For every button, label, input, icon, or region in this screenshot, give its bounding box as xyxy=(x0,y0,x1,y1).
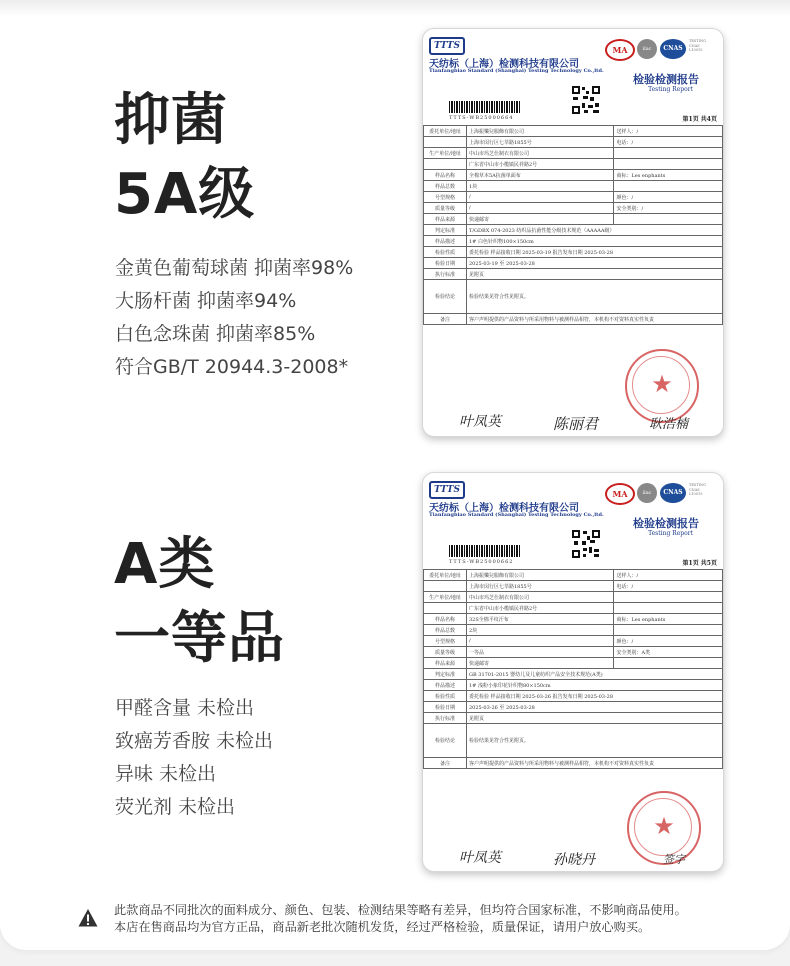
row-value: 检验结果见符合性见附页。 xyxy=(467,280,723,314)
org-name: 天纺标（上海）检测科技有限公司 xyxy=(429,503,579,514)
feature-item: 致癌芳香胺 未检出 xyxy=(115,730,274,752)
row-label: 生产单位/地址 xyxy=(424,148,467,159)
row-value: 2025-03-26 至 2025-03-28 xyxy=(467,702,723,713)
row-value: 快递邮寄 xyxy=(467,214,614,225)
row-label: 判定标准 xyxy=(424,669,467,680)
row-extra: 电话：/ xyxy=(614,137,723,148)
table-row xyxy=(424,159,723,170)
row-value: 上海振樂兒服飾有限公司 xyxy=(467,570,614,581)
table-row xyxy=(424,625,723,636)
page-indicator: 第1页 共4页 xyxy=(682,116,717,123)
headline-line: 5A级 xyxy=(114,162,256,227)
barcode-icon xyxy=(449,545,521,557)
row-value: GB 31701-2015 婴幼儿及儿童纺织产品安全技术规范(A类) xyxy=(467,669,723,680)
table-row xyxy=(424,669,723,680)
row-label: 检验性质 xyxy=(424,691,467,702)
row-value: 快递邮寄 xyxy=(467,658,614,669)
feature-item: 异味 未检出 xyxy=(115,763,217,785)
official-seal-icon: ★ xyxy=(625,349,699,423)
signature: 叶凤英 xyxy=(459,414,501,430)
table-row xyxy=(424,603,723,614)
cnas-mark-caption: TESTING CNAS L10015 xyxy=(689,483,706,496)
row-extra: 颜色：/ xyxy=(614,192,723,203)
row-value: 2025-03-19 至 2025-03-28 xyxy=(467,258,723,269)
table-row xyxy=(424,192,723,203)
row-label: 生产单位/地址 xyxy=(424,592,467,603)
table-row xyxy=(424,214,723,225)
row-value: 中山市玛芝仕制衣有限公司 xyxy=(467,148,614,159)
barcode-icon xyxy=(449,101,521,113)
row-extra: 安全类别：/ xyxy=(614,203,723,214)
row-value: 一等品 xyxy=(467,647,614,658)
table-row xyxy=(424,137,723,148)
barcode-number: TTTS-WB25000662 xyxy=(449,559,514,565)
org-name-en: Tianfangbiao Standard (Shanghai) Testing Technology Co.,ltd. xyxy=(429,68,604,74)
row-value: T/GDBX 074-2023 纺织品抗菌性能分级技术规范（AAAAA级） xyxy=(467,225,723,236)
row-extra xyxy=(614,625,723,636)
row-label: 号型规格 xyxy=(424,636,467,647)
signature: 耿浩楠 xyxy=(649,417,689,432)
warning-icon xyxy=(78,908,98,928)
row-label: 检验性质 xyxy=(424,247,467,258)
report-title: 检验检测报告 xyxy=(633,517,699,530)
signature: 签字 xyxy=(663,853,685,866)
row-label xyxy=(424,159,467,170)
row-label xyxy=(424,137,467,148)
table-row xyxy=(424,258,723,269)
certification-marks xyxy=(605,483,715,505)
org-name: 天纺标（上海）检测科技有限公司 xyxy=(429,59,579,70)
row-value: 委托检验 样品接收日期 2025-03-19 报告发布日期 2025-03-28 xyxy=(467,247,723,258)
row-label: 质量等级 xyxy=(424,203,467,214)
table-row xyxy=(424,181,723,192)
report-table xyxy=(423,569,723,789)
row-label: 样品来源 xyxy=(424,658,467,669)
report-header xyxy=(423,29,723,139)
row-extra xyxy=(614,181,723,192)
row-label: 执行标准 xyxy=(424,713,467,724)
row-label: 检验结论 xyxy=(424,280,467,314)
row-value: 2块 xyxy=(467,625,614,636)
qr-code-icon xyxy=(571,85,601,115)
table-row xyxy=(424,758,723,769)
table-row xyxy=(424,713,723,724)
test-report-image xyxy=(422,472,724,872)
row-extra: 送样人：/ xyxy=(614,126,723,137)
feature-list xyxy=(115,692,273,824)
table-row xyxy=(424,170,723,181)
row-value: / xyxy=(467,203,614,214)
feature-item: 荧光剂 未检出 xyxy=(115,796,236,818)
ttts-logo: TTTS xyxy=(429,37,465,55)
notice-bar xyxy=(78,902,768,938)
row-label: 样品总数 xyxy=(424,625,467,636)
row-value: 全棉草本5A抗菌单面布 xyxy=(467,170,614,181)
row-label: 委托单位/地址 xyxy=(424,126,467,137)
row-extra xyxy=(614,658,723,669)
table-row xyxy=(424,247,723,258)
row-label: 检验日期 xyxy=(424,258,467,269)
row-value: 广东省中山市小榄镇民祥路2号 xyxy=(467,603,614,614)
feature-item: 金黄色葡萄球菌 抑菌率98% xyxy=(115,257,354,279)
table-row xyxy=(424,614,723,625)
row-value: 客户声明提供的产品资料与所采用物料与被测样品相符，本机构不对资料真实性负责 xyxy=(467,758,723,769)
ttts-logo: TTTS xyxy=(429,481,465,499)
row-label: 样品描述 xyxy=(424,236,467,247)
row-value: 检验结果见符合性见附页。 xyxy=(467,724,723,758)
row-label: 样品总数 xyxy=(424,181,467,192)
signature: 陈丽君 xyxy=(553,415,599,433)
row-extra: 商标：Les enphants xyxy=(614,170,723,181)
row-value: / xyxy=(467,192,614,203)
notice-line: 此款商品不同批次的面料成分、颜色、包装、检测结果等略有差异，但均符合国家标准，不影响商品使用。 xyxy=(114,903,687,917)
row-extra xyxy=(614,592,723,603)
row-label: 样品名称 xyxy=(424,170,467,181)
row-extra: 安全类别：A类 xyxy=(614,647,723,658)
table-row xyxy=(424,269,723,280)
row-value: 中山市玛芝仕制衣有限公司 xyxy=(467,592,614,603)
report-title: 检验检测报告 xyxy=(633,73,699,86)
barcode-number: TTTS-WB25000664 xyxy=(449,115,514,121)
ilac-mark-icon: ilac xyxy=(637,483,657,503)
row-label: 号型规格 xyxy=(424,192,467,203)
grade-a-section xyxy=(0,450,790,880)
row-label: 检验结论 xyxy=(424,724,467,758)
row-value: 32S全棉平纹汗布 xyxy=(467,614,614,625)
row-label: 备注 xyxy=(424,758,467,769)
row-value: 广东省中山市小榄镇民祥路2号 xyxy=(467,159,614,170)
antibacterial-section xyxy=(0,0,790,450)
row-value: 委托检验 样品接收日期 2025-03-26 报告发布日期 2025-03-28 xyxy=(467,691,723,702)
row-label xyxy=(424,603,467,614)
cnas-mark-icon: CNAS xyxy=(660,39,686,59)
row-value: / xyxy=(467,636,614,647)
table-row xyxy=(424,647,723,658)
report-title-en: Testing Report xyxy=(648,530,693,537)
row-value: 上海市闵行区七莘路1855号 xyxy=(467,581,614,592)
table-row xyxy=(424,203,723,214)
feature-item: 符合GB/T 20944.3-2008* xyxy=(115,356,349,378)
feature-item: 白色念珠菌 抑菌率85% xyxy=(115,323,316,345)
report-title-en: Testing Report xyxy=(648,86,693,93)
section-headline xyxy=(114,528,285,676)
row-value: 上海市闵行区七莘路1855号 xyxy=(467,137,614,148)
test-report-image xyxy=(422,28,724,437)
row-value: 客户声明提供的产品资料与所采用物料与被测样品相符，本机构不对资料真实性负责 xyxy=(467,314,723,325)
table-row xyxy=(424,658,723,669)
official-seal-icon: ★ xyxy=(627,791,701,865)
signature: 叶凤英 xyxy=(459,850,501,866)
signature: 孙晓丹 xyxy=(553,852,595,868)
row-value: 1# 浅粉小象印花针织物80×150cm xyxy=(467,680,723,691)
cnas-mark-icon: CNAS xyxy=(660,483,686,503)
table-row xyxy=(424,724,723,758)
table-row xyxy=(424,280,723,314)
row-label: 备注 xyxy=(424,314,467,325)
feature-list xyxy=(115,252,353,384)
row-label xyxy=(424,581,467,592)
row-label: 委托单位/地址 xyxy=(424,570,467,581)
headline-line: 一等品 xyxy=(114,606,285,671)
row-value: 见附页 xyxy=(467,713,723,724)
row-value: 见附页 xyxy=(467,269,723,280)
row-extra xyxy=(614,159,723,170)
cma-mark-icon: MA xyxy=(605,39,635,61)
row-extra: 送样人：/ xyxy=(614,570,723,581)
row-value: 1块 xyxy=(467,181,614,192)
row-extra xyxy=(614,148,723,159)
feature-item: 大肠杆菌 抑菌率94% xyxy=(115,290,297,312)
report-header xyxy=(423,473,723,583)
headline-line: 抑菌 xyxy=(114,88,228,153)
section-headline xyxy=(114,84,255,232)
headline-line: A类 xyxy=(114,532,216,597)
row-value: 1# 白色针织物100×150cm xyxy=(467,236,723,247)
notice-text xyxy=(114,902,687,936)
table-row xyxy=(424,702,723,713)
row-extra xyxy=(614,214,723,225)
row-extra: 电话：/ xyxy=(614,581,723,592)
table-row xyxy=(424,636,723,647)
row-extra: 颜色：/ xyxy=(614,636,723,647)
table-row xyxy=(424,680,723,691)
row-extra: 商标：Les enphants xyxy=(614,614,723,625)
table-row xyxy=(424,126,723,137)
row-label: 执行标准 xyxy=(424,269,467,280)
table-row xyxy=(424,148,723,159)
table-row xyxy=(424,570,723,581)
notice-line: 本店在售商品均为官方正品，商品新老批次随机发货，经过严格检验，质量保证，请用户放心购买。 xyxy=(114,920,651,934)
ilac-mark-icon: ilac xyxy=(637,39,657,59)
row-extra xyxy=(614,603,723,614)
feature-item: 甲醛含量 未检出 xyxy=(115,697,255,719)
row-label: 样品描述 xyxy=(424,680,467,691)
row-label: 样品来源 xyxy=(424,214,467,225)
report-table xyxy=(423,125,723,345)
row-label: 检验日期 xyxy=(424,702,467,713)
cma-mark-icon: MA xyxy=(605,483,635,505)
cnas-mark-caption: TESTING CNAS L10015 xyxy=(689,39,706,52)
page-indicator: 第1页 共5页 xyxy=(682,560,717,567)
row-label: 判定标准 xyxy=(424,225,467,236)
row-value: 上海振樂兒服飾有限公司 xyxy=(467,126,614,137)
table-row xyxy=(424,581,723,592)
certification-marks xyxy=(605,39,715,61)
row-label: 样品名称 xyxy=(424,614,467,625)
table-row xyxy=(424,314,723,325)
table-row xyxy=(424,691,723,702)
table-row xyxy=(424,225,723,236)
qr-code-icon xyxy=(571,529,601,559)
row-label: 质量等级 xyxy=(424,647,467,658)
table-row xyxy=(424,592,723,603)
table-row xyxy=(424,236,723,247)
org-name-en: Tianfangbiao Standard (Shanghai) Testing Technology Co.,ltd. xyxy=(429,512,604,518)
